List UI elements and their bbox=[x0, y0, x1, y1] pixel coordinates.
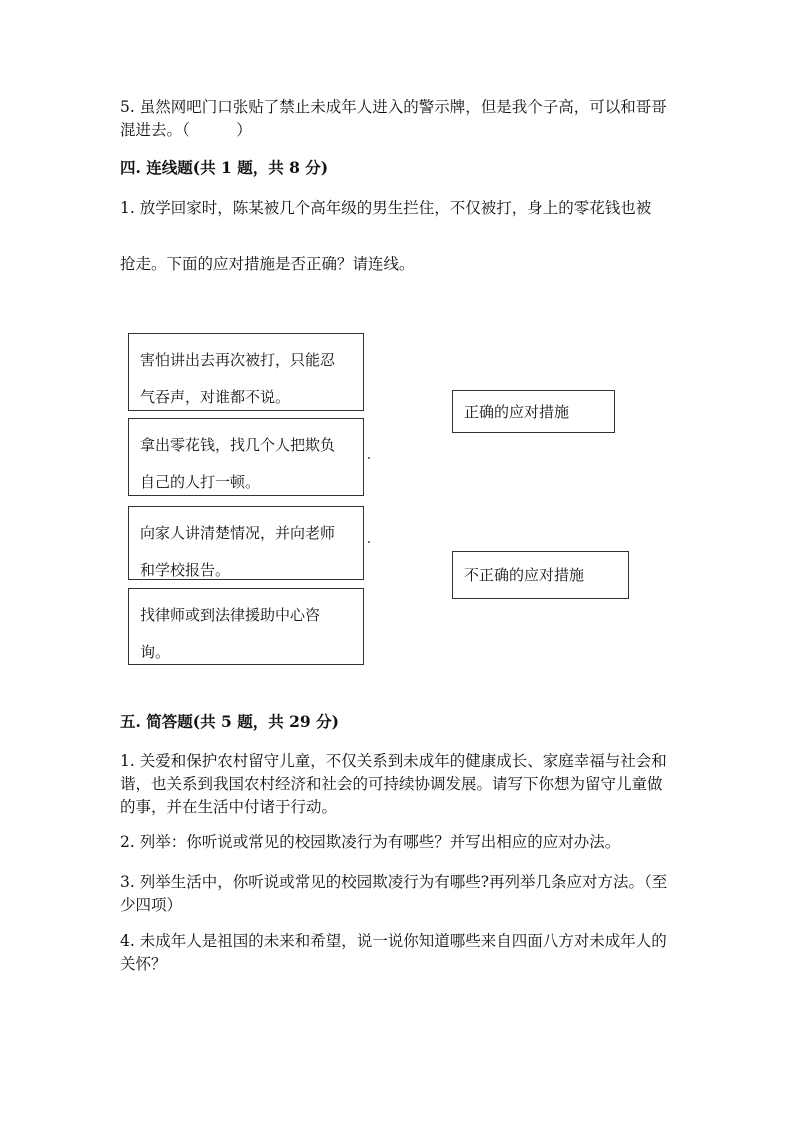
matching-left-option-4[interactable] bbox=[128, 588, 364, 665]
short-answer-question-3: 3. 列举生活中，你听说或常见的校园欺凌行为有哪些?再列举几条应对方法。（至少四项） bbox=[120, 873, 668, 914]
matching-left-option-1[interactable] bbox=[128, 333, 364, 411]
option-text-line: 找律师或到法律援助中心咨 bbox=[140, 606, 321, 624]
matching-left-option-3[interactable] bbox=[128, 506, 364, 580]
option-label: 不正确的应对措施 bbox=[464, 566, 585, 584]
matching-left-option-2[interactable] bbox=[128, 418, 364, 496]
option-text-line: 气吞声，对谁都不说。 bbox=[140, 388, 291, 406]
option-text-line: 自己的人打一顿。 bbox=[140, 473, 261, 491]
section-4-heading: 四. 连线题(共 1 题，共 8 分) bbox=[120, 158, 329, 177]
matching-right-option-correct[interactable] bbox=[452, 390, 615, 433]
short-answer-question-4: 4. 未成年人是祖国的未来和希望，说一说你知道哪些来自四面八方对未成年人的关怀？ bbox=[120, 932, 667, 973]
option-text-line: 和学校报告。 bbox=[140, 561, 231, 579]
stray-mark bbox=[368, 457, 370, 459]
short-answer-question-2: 2. 列举：你听说或常见的校园欺凌行为有哪些？并写出相应的应对办法。 bbox=[120, 833, 621, 851]
matching-question-line-1: 1. 放学回家时，陈某被几个高年级的男生拦住，不仅被打，身上的零花钱也被 bbox=[120, 199, 652, 217]
option-text-line: 害怕讲出去再次被打，只能忍 bbox=[140, 351, 336, 369]
matching-question-line-2: 抢走。下面的应对措施是否正确？请连线。 bbox=[120, 255, 415, 273]
stray-mark bbox=[368, 541, 370, 543]
option-label: 正确的应对措施 bbox=[464, 402, 570, 421]
short-answer-question-1: 1. 关爱和保护农村留守儿童，不仅关系到未成年的健康成长、家庭幸福与社会和谐，也关系到我国农村经济和社会的可持续协调发展。请写下你想为留守儿童做的事，并在生活中付诸于行动。 bbox=[120, 752, 667, 816]
option-text-line: 询。 bbox=[140, 643, 171, 661]
section-5-heading: 五. 简答题(共 5 题，共 29 分) bbox=[120, 712, 339, 731]
option-text-line: 向家人讲清楚情况，并向老师 bbox=[140, 524, 336, 542]
option-text-line: 拿出零花钱，找几个人把欺负 bbox=[140, 436, 336, 454]
question-5-true-false: 5. 虽然网吧门口张贴了禁止未成年人进入的警示牌，但是我个子高，可以和哥哥混进去。（ ） bbox=[120, 98, 667, 139]
matching-right-option-incorrect[interactable] bbox=[452, 551, 629, 599]
